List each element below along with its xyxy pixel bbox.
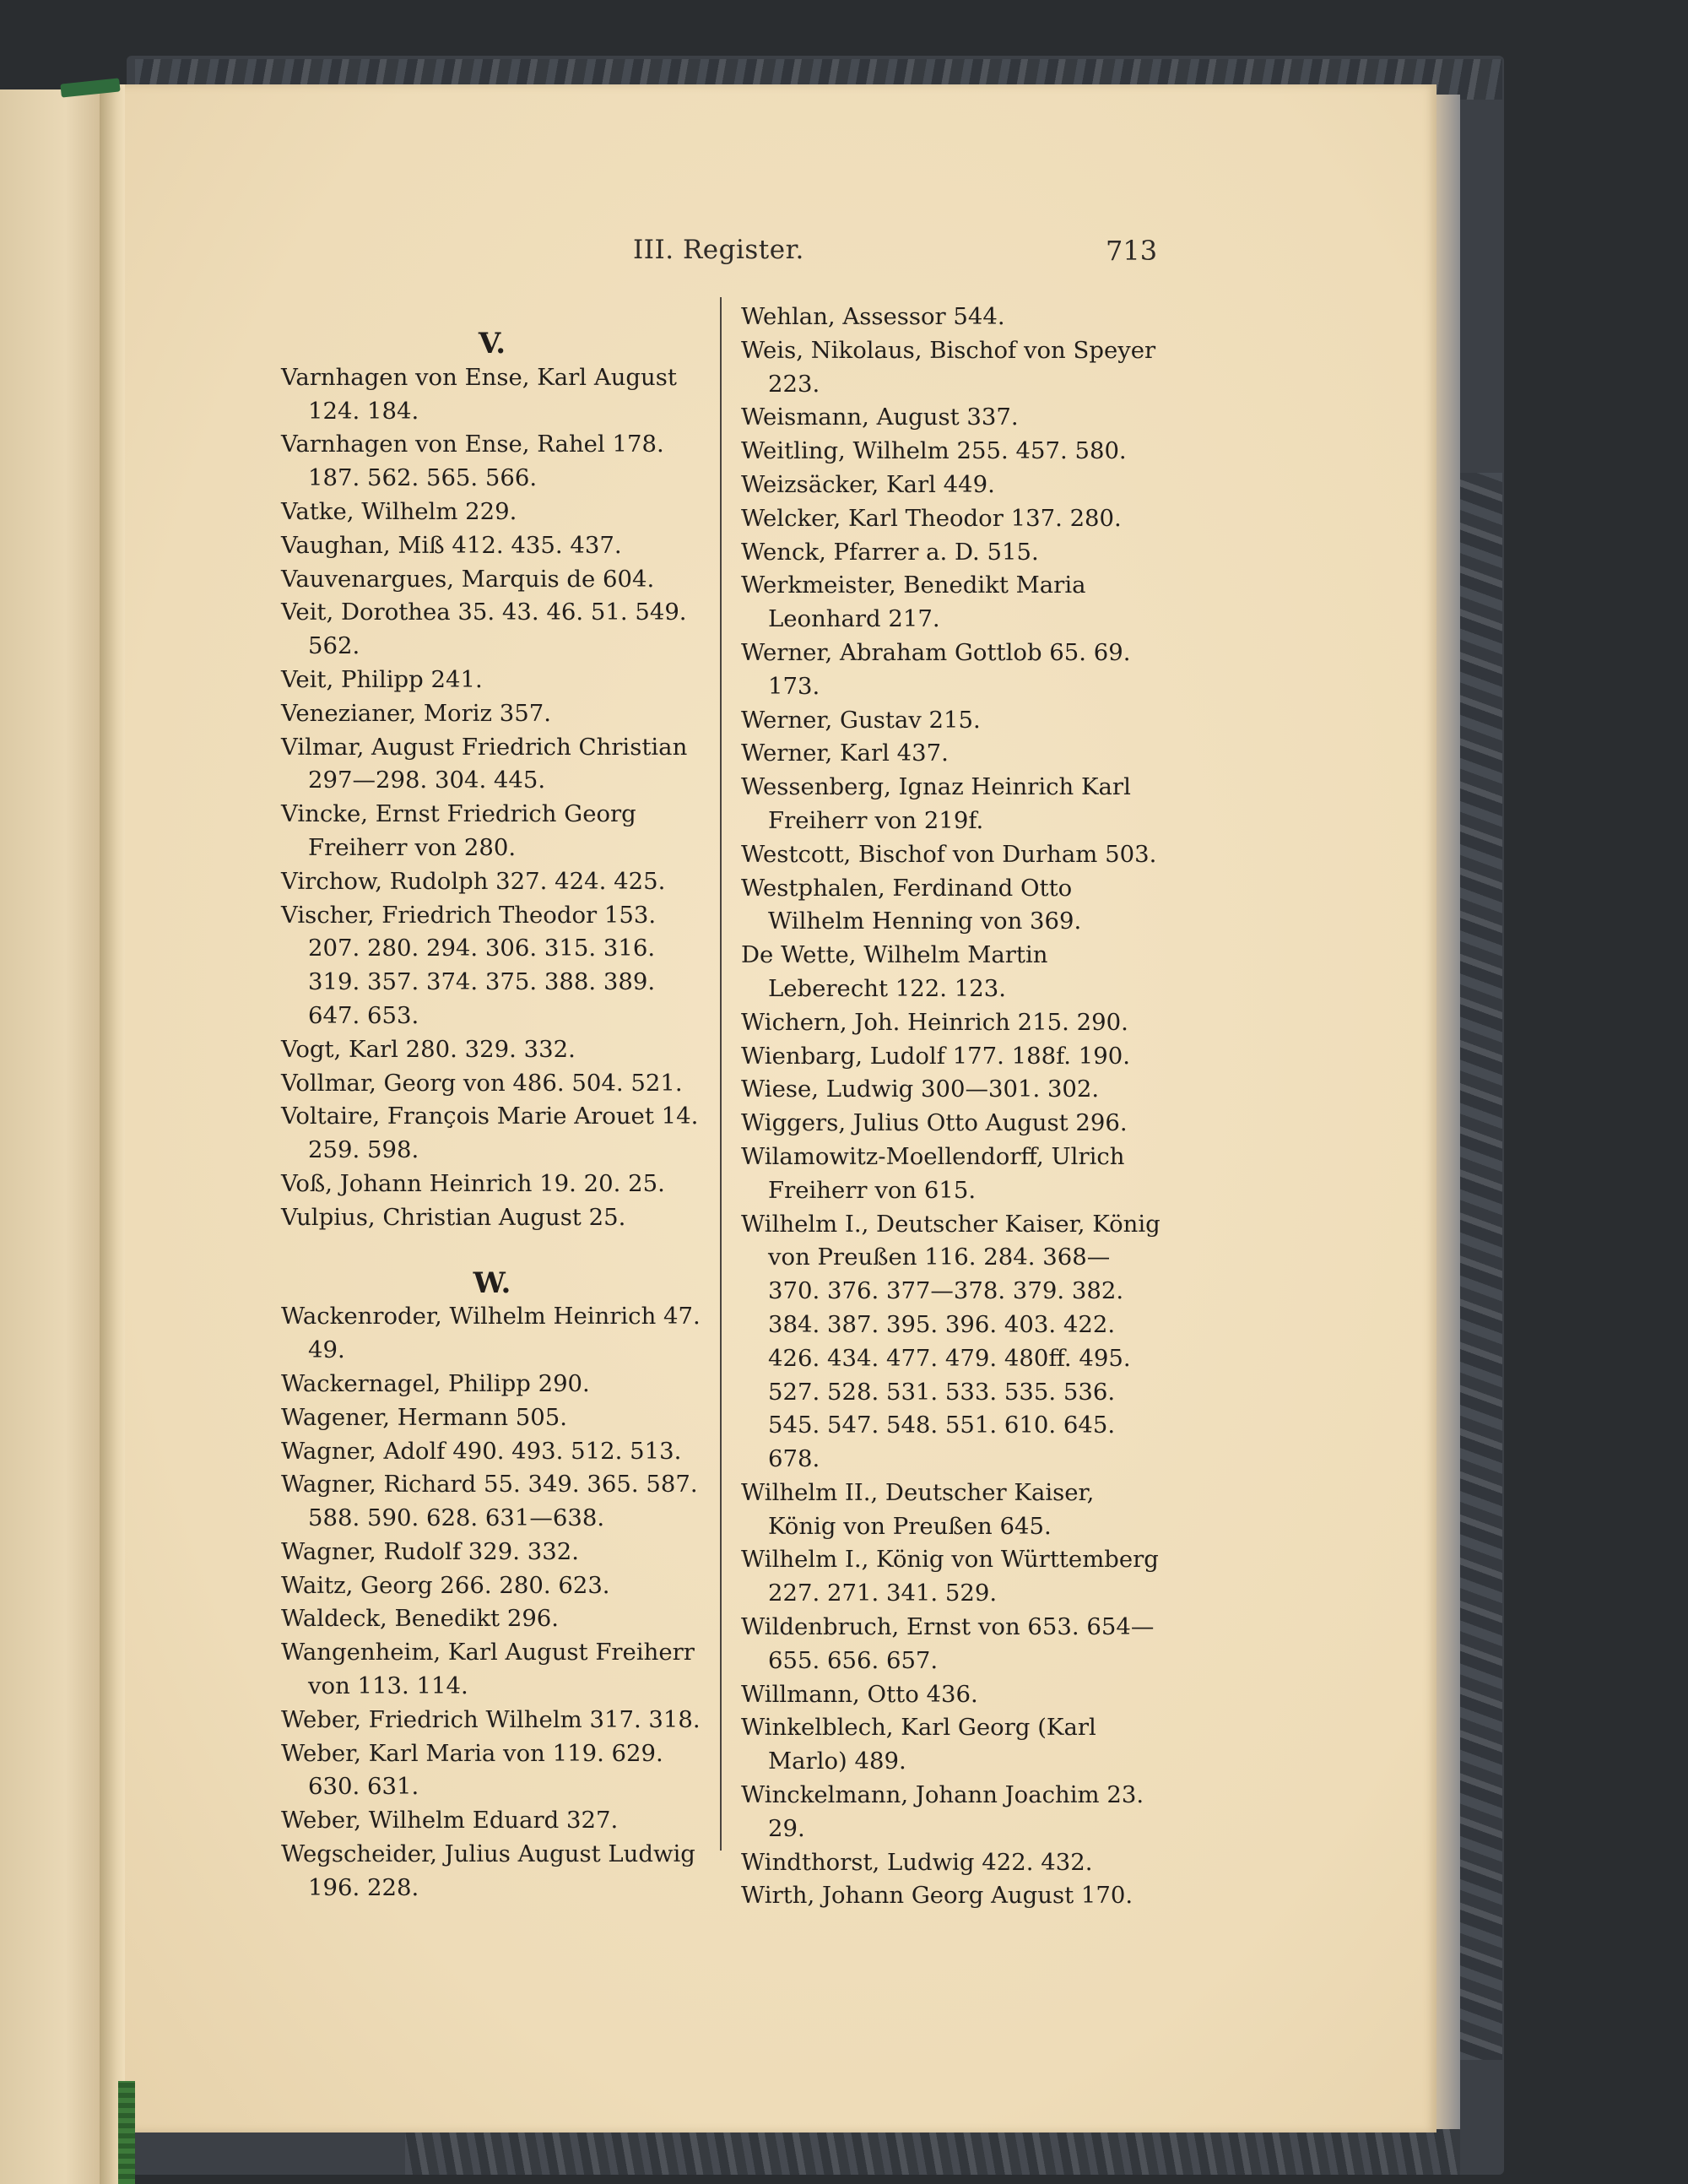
index-entry: Werner, Abraham Gottlob 65. 69. 173. — [741, 638, 1131, 700]
index-entry: Wagner, Adolf 490. 493. 512. 513. — [281, 1437, 682, 1465]
index-entry: Vaughan, Miß 412. 435. 437. — [281, 531, 622, 559]
index-entry: De Wette, Wilhelm Martin Leberecht 122. 123. — [741, 941, 1048, 1002]
column-divider — [720, 297, 722, 1851]
index-entry: Weber, Wilhelm Eduard 327. — [281, 1807, 619, 1834]
index-entry: Vogt, Karl 280. 329. 332. — [281, 1035, 576, 1063]
index-entry: Wienbarg, Ludolf 177. 188f. 190. — [741, 1042, 1131, 1070]
index-entry: Wichern, Joh. Heinrich 215. 290. — [741, 1008, 1128, 1036]
index-entry: Weber, Karl Maria von 119. 629. 630. 631. — [281, 1739, 663, 1801]
index-entry: Vischer, Friedrich Theodor 153. 207. 280. 294. 306. 315. 316. 319. 357. 374. 375. 388. 389. 647. 653. — [281, 901, 657, 1029]
index-entry: Weismann, August 337. — [741, 404, 1019, 431]
index-entry: Windthorst, Ludwig 422. 432. — [741, 1848, 1093, 1876]
index-entry: Welcker, Karl Theodor 137. 280. — [741, 504, 1122, 532]
index-entry: Vauvenargues, Marquis de 604. — [281, 565, 655, 593]
index-entry: Veit, Philipp 241. — [281, 665, 483, 693]
index-entry: Wegscheider, Julius August Ludwig 196. 228. — [281, 1840, 695, 1901]
index-entry: Winckelmann, Johann Joachim 23. 29. — [741, 1781, 1144, 1842]
index-column-left — [281, 328, 703, 1905]
index-entry: Wagner, Richard 55. 349. 365. 587. 588. 590. 628. 631—638. — [281, 1471, 698, 1532]
index-entry: Werner, Gustav 215. — [741, 706, 981, 734]
index-entry: Veit, Dorothea 35. 43. 46. 51. 549. 562. — [281, 599, 687, 660]
index-entry: Wilamowitz-Moellendorff, Ulrich Freiherr von 615. — [741, 1142, 1125, 1204]
index-entry: Wilhelm I., Deutscher Kaiser, König von Preußen 116. 284. 368—370. 376. 377—378. 379. 382. 384. 387. 395. 396. 403. 422. 426. 434. 477. 479. 480ff. 495. 527. 528. 531. 533. 535. 536. 545. 547. 548. 551. 610. 645. 678. — [741, 1210, 1160, 1473]
index-entry: Wenck, Pfarrer a. D. 515. — [741, 538, 1039, 566]
index-entry: Virchow, Rudolph 327. 424. 425. — [281, 867, 666, 895]
index-entry: Venezianer, Moriz 357. — [281, 699, 551, 727]
running-head: III. Register. — [633, 235, 804, 265]
index-entry: Wagner, Rudolf 329. 332. — [281, 1537, 579, 1565]
index-entry: Waldeck, Benedikt 296. — [281, 1605, 560, 1633]
index-entry: Vilmar, August Friedrich Christian 297—298. 304. 445. — [281, 733, 688, 794]
index-entry: Vollmar, Georg von 486. 504. 521. — [281, 1069, 683, 1097]
index-entry: Westcott, Bischof von Durham 503. — [741, 840, 1157, 868]
cover-embossing-right — [1453, 473, 1502, 2060]
index-entry: Willmann, Otto 436. — [741, 1680, 978, 1708]
index-entry: Wackernagel, Philipp 290. — [281, 1369, 590, 1397]
index-entry: Wilhelm I., König von Württemberg 227. 271. 341. 529. — [741, 1546, 1159, 1607]
page-number: 713 — [1106, 235, 1158, 267]
index-entry: Werkmeister, Benedikt Maria Leonhard 217. — [741, 572, 1086, 633]
index-column-right — [741, 301, 1161, 1913]
index-entry: Wirth, Johann Georg August 170. — [741, 1882, 1133, 1910]
index-entry: Wehlan, Assessor 544. — [741, 303, 1005, 330]
section-letter-v: V. — [478, 327, 506, 360]
index-entry: Werner, Karl 437. — [741, 740, 949, 767]
index-entry: Wessenberg, Ignaz Heinrich Karl Freiherr von 219f. — [741, 773, 1131, 834]
index-entry: Weis, Nikolaus, Bischof von Speyer 223. — [741, 336, 1156, 398]
index-entry: Waitz, Georg 266. 280. 623. — [281, 1571, 610, 1599]
index-entry: Wackenroder, Wilhelm Heinrich 47. 49. — [281, 1303, 701, 1364]
index-entry: Voß, Johann Heinrich 19. 20. 25. — [281, 1169, 665, 1197]
index-entry: Weitling, Wilhelm 255. 457. 580. — [741, 437, 1127, 465]
index-entry: Wilhelm II., Deutscher Kaiser, König von Preußen 645. — [741, 1478, 1095, 1540]
bookmark-ribbon-bottom — [118, 2081, 135, 2184]
index-entry: Voltaire, François Marie Arouet 14. 259. 598. — [281, 1103, 699, 1164]
index-entry: Vulpius, Christian August 25. — [281, 1203, 626, 1231]
index-entry: Weizsäcker, Karl 449. — [741, 470, 995, 498]
index-entry: Wiese, Ludwig 300—301. 302. — [741, 1076, 1100, 1103]
index-entry: Varnhagen von Ense, Rahel 178. 187. 562. 565. 566. — [281, 431, 664, 492]
index-entry: Vincke, Ernst Friedrich Georg Freiherr von 280. — [281, 800, 636, 861]
index-entry: Varnhagen von Ense, Karl August 124. 184. — [281, 363, 677, 425]
index-entry: Wagener, Hermann 505. — [281, 1403, 568, 1431]
index-entry: Wangenheim, Karl August Freiherr von 113. 114. — [281, 1639, 695, 1700]
index-entry: Wiggers, Julius Otto August 296. — [741, 1109, 1128, 1137]
index-entry: Vatke, Wilhelm 229. — [281, 497, 517, 525]
left-page-edge — [0, 89, 110, 2184]
index-entry: Wildenbruch, Ernst von 653. 654—655. 656. 657. — [741, 1613, 1155, 1674]
index-entry: Weber, Friedrich Wilhelm 317. 318. — [281, 1705, 701, 1733]
book-gutter — [100, 84, 125, 2184]
index-entry: Westphalen, Ferdinand Otto Wilhelm Henning von 369. — [741, 874, 1082, 935]
index-entry: Winkelblech, Karl Georg (Karl Marlo) 489. — [741, 1714, 1096, 1775]
cover-embossing-bottom — [405, 2126, 1460, 2175]
section-letter-w: W. — [473, 1265, 511, 1300]
